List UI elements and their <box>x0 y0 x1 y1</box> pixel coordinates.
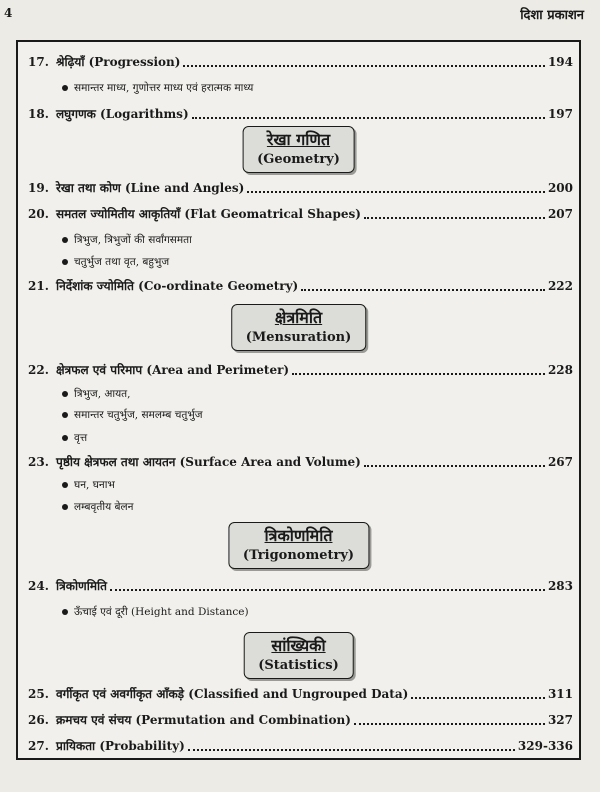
section-title-english: (Geometry) <box>257 152 340 167</box>
subtopic-item <box>62 386 131 402</box>
entry-title: क्षेत्रफल एवं परिमाप (Area and Perimeter) <box>56 363 290 377</box>
toc-entry-20[interactable] <box>28 204 573 224</box>
subtopic-label: लम्बवृतीय बेलन <box>74 501 134 513</box>
entry-number: 27. <box>28 739 49 753</box>
section-title-english: (Trigonometry) <box>242 548 355 563</box>
publisher-name: दिशा प्रकाशन <box>520 8 584 23</box>
section-heading-trigonometry <box>228 522 369 569</box>
section-title-hindi: रेखा गणित <box>266 130 331 149</box>
subtopic-label: त्रिभुज, आयत, <box>74 388 131 400</box>
entry-title: रेखा तथा कोण (Line and Angles) <box>56 181 245 195</box>
dot-leader <box>192 116 545 119</box>
toc-entry-19[interactable] <box>28 178 573 198</box>
entry-page: 207 <box>547 207 573 221</box>
entry-title: श्रेढ़ियाँ (Progression) <box>56 55 181 69</box>
subtopic-label: चतुर्भुज तथा वृत, बहुभुज <box>74 256 170 268</box>
entry-number: 18. <box>28 107 49 121</box>
subtopic-item <box>62 80 253 96</box>
entry-page: 194 <box>547 55 573 69</box>
toc-entry-18[interactable] <box>28 104 573 124</box>
subtopic-item <box>62 477 115 493</box>
bullet-icon <box>62 482 68 488</box>
section-heading-mensuration <box>231 304 367 351</box>
bullet-icon <box>62 259 68 265</box>
entry-page: 283 <box>547 579 573 593</box>
bullet-icon <box>62 237 68 243</box>
bullet-icon <box>62 85 68 91</box>
subtopic-item <box>62 407 203 423</box>
dot-leader <box>354 722 545 725</box>
subtopic-label: त्रिभुज, त्रिभुजों की सर्वांगसमता <box>74 234 192 246</box>
entry-page: 228 <box>547 363 573 377</box>
contents-frame <box>16 40 581 760</box>
entry-title: पृष्ठीय क्षेत्रफल तथा आयतन (Surface Area and Volume) <box>56 455 361 469</box>
section-title-english: (Statistics) <box>258 658 339 673</box>
toc-entry-24[interactable] <box>28 576 573 596</box>
subtopic-label: घन, घनाभ <box>74 479 115 491</box>
subtopic-item <box>62 254 169 270</box>
subtopic-item <box>62 499 133 515</box>
dot-leader <box>364 216 545 219</box>
entry-title: निर्देशांक ज्योमिति (Co-ordinate Geometry) <box>56 279 299 293</box>
entry-number: 25. <box>28 687 49 701</box>
page-number: 4 <box>4 6 13 20</box>
entry-page: 222 <box>547 279 573 293</box>
dot-leader <box>188 748 515 751</box>
section-heading-statistics <box>243 632 354 679</box>
toc-entry-17[interactable] <box>28 52 573 72</box>
entry-number: 20. <box>28 207 49 221</box>
dot-leader <box>183 64 544 67</box>
dot-leader <box>364 464 545 467</box>
subtopic-label: वृत्त <box>74 432 88 444</box>
entry-title: त्रिकोणमिति <box>56 579 107 593</box>
section-title-english: (Mensuration) <box>245 330 352 345</box>
section-title-hindi: त्रिकोणमिति <box>264 526 333 545</box>
toc-entry-22[interactable] <box>28 360 573 380</box>
entry-number: 19. <box>28 181 49 195</box>
toc-entry-23[interactable] <box>28 452 573 472</box>
toc-entry-26[interactable] <box>28 710 573 730</box>
subtopic-item <box>62 232 192 248</box>
entry-title: वर्गीकृत एवं अवर्गीकृत आँकड़े (Classified and Ungrouped Data) <box>56 687 409 701</box>
bullet-icon <box>62 435 68 441</box>
entry-number: 23. <box>28 455 49 469</box>
subtopic-item <box>62 604 249 620</box>
entry-page: 327 <box>547 713 573 727</box>
entry-page: 197 <box>547 107 573 121</box>
toc-entry-25[interactable] <box>28 684 573 704</box>
entry-title: समतल ज्योमितीय आकृतियाँ (Flat Geomatrical Shapes) <box>56 207 361 221</box>
entry-title: प्रायिकता (Probability) <box>56 739 185 753</box>
entry-number: 17. <box>28 55 49 69</box>
entry-number: 24. <box>28 579 49 593</box>
toc-entry-21[interactable] <box>28 276 573 296</box>
subtopic-item <box>62 430 87 446</box>
section-heading-geometry <box>242 126 355 173</box>
entry-page: 267 <box>547 455 573 469</box>
bullet-icon <box>62 609 68 615</box>
bullet-icon <box>62 412 68 418</box>
dot-leader <box>292 372 545 375</box>
subtopic-label: ऊँचाई एवं दूरी (Height and Distance) <box>74 606 249 618</box>
entry-number: 26. <box>28 713 49 727</box>
dot-leader <box>110 588 545 591</box>
toc-entry-27[interactable] <box>28 736 573 756</box>
entry-page: 200 <box>547 181 573 195</box>
entry-title: लघुगणक (Logarithms) <box>56 107 189 121</box>
section-title-hindi: क्षेत्रमिति <box>274 308 323 327</box>
dot-leader <box>247 190 545 193</box>
entry-page: 329-336 <box>517 739 573 753</box>
bullet-icon <box>62 391 68 397</box>
dot-leader <box>301 288 545 291</box>
subtopic-label: समान्तर माध्य, गुणोत्तर माध्य एवं हरात्मक माध्य <box>74 82 254 94</box>
entry-page: 311 <box>547 687 573 701</box>
entry-title: क्रमचय एवं संचय (Permutation and Combination) <box>56 713 351 727</box>
dot-leader <box>411 696 545 699</box>
subtopic-label: समान्तर चतुर्भुज, समलम्ब चतुर्भुज <box>74 409 203 421</box>
entry-number: 21. <box>28 279 49 293</box>
entry-number: 22. <box>28 363 49 377</box>
bullet-icon <box>62 504 68 510</box>
section-title-hindi: सांख्यिकी <box>271 636 326 655</box>
